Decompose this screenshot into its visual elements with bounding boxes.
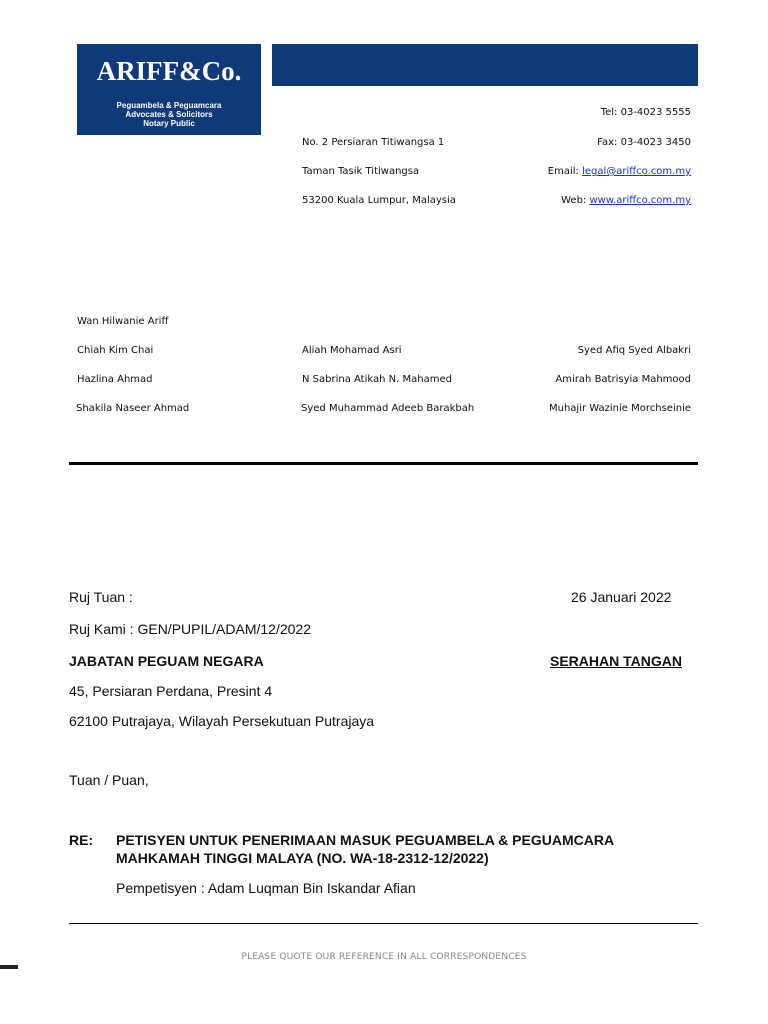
recipient-name: JABATAN PEGUAM NEGARA	[69, 653, 264, 669]
web-label: Web:	[561, 195, 587, 206]
firm-logo	[77, 44, 261, 135]
logo-subtitle-3: Notary Public	[143, 119, 195, 128]
partner-name: Syed Afiq Syed Albakri	[577, 345, 691, 356]
address-line-3: 53200 Kuala Lumpur, Malaysia	[302, 195, 456, 206]
email-link[interactable]: legal@ariffco.com.my	[582, 166, 691, 177]
page-edge-mark	[0, 965, 18, 969]
footer-divider	[69, 923, 698, 924]
recipient-address-line-1: 45, Persiaran Perdana, Presint 4	[69, 683, 273, 699]
address-line-2: Taman Tasik Titiwangsa	[302, 166, 420, 177]
salutation: Tuan / Puan,	[69, 772, 149, 788]
address-line-1: No. 2 Persiaran Titiwangsa 1	[302, 137, 445, 148]
header-bar	[272, 44, 698, 86]
partner-name: Amirah Batrisyia Mahmood	[555, 374, 691, 385]
tel-number: Tel: 03-4023 5555	[600, 107, 691, 118]
web-link[interactable]: www.ariffco.com.my	[589, 195, 691, 206]
partner-name: Shakila Naseer Ahmad	[76, 403, 190, 414]
subject-line-1: PETISYEN UNTUK PENERIMAAN MASUK PEGUAMBELA & PEGUAMCARA	[116, 832, 615, 848]
logo-subtitle-1: Peguambela & Peguamcara	[116, 101, 222, 110]
recipient-address-line-2: 62100 Putrajaya, Wilayah Persekutuan Putrajaya	[69, 713, 375, 729]
email-line	[548, 166, 691, 177]
subject-label: RE:	[69, 832, 94, 848]
web-line	[561, 195, 691, 206]
partner-name: Chiah Kim Chai	[77, 345, 154, 356]
your-reference: Ruj Tuan :	[69, 589, 133, 605]
email-label: Email:	[547, 166, 579, 177]
fax-number: Fax: 03-4023 3450	[597, 137, 691, 148]
header-divider	[69, 462, 698, 465]
our-reference: Ruj Kami : GEN/PUPIL/ADAM/12/2022	[69, 621, 311, 637]
subject-line-2: MAHKAMAH TINGGI MALAYA (NO. WA-18-2312-12/2022)	[116, 850, 489, 866]
partner-name: Muhajir Wazinie Morchseinie	[548, 403, 691, 414]
footer-reference-note: PLEASE QUOTE OUR REFERENCE IN ALL CORRESPONDENCES	[241, 952, 527, 962]
letter-date: 26 Januari 2022	[571, 589, 672, 605]
logo-wordmark: ARIFF&Co.	[96, 56, 242, 86]
partner-name: N Sabrina Atikah N. Mahamed	[302, 374, 452, 385]
logo-subtitle-2: Advocates & Solicitors	[125, 110, 213, 119]
petitioner-line: Pempetisyen : Adam Luqman Bin Iskandar Afian	[116, 880, 416, 896]
partner-name: Syed Muhammad Adeeb Barakbah	[301, 403, 475, 414]
partner-name: Wan Hilwanie Ariff	[77, 316, 169, 327]
partner-name: Aliah Mohamad Asri	[302, 345, 402, 356]
delivery-method: SERAHAN TANGAN	[550, 653, 682, 669]
partner-name: Hazlina Ahmad	[77, 374, 153, 385]
